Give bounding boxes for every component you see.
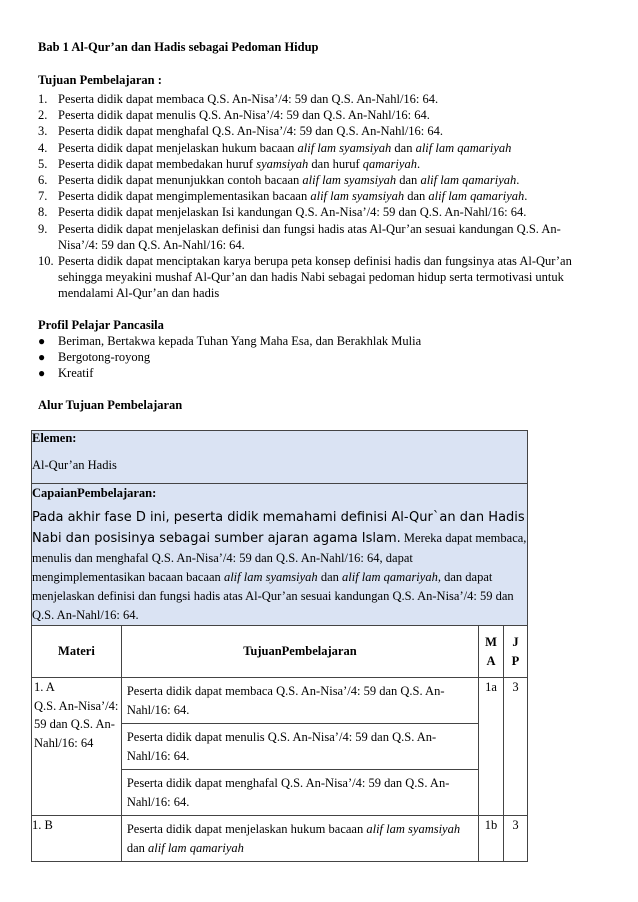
elemen-label: Elemen: xyxy=(32,431,77,445)
chapter-title: Bab 1 Al-Qur’an dan Hadis sebagai Pedoman Hidup xyxy=(38,40,319,54)
text-run: dan xyxy=(317,570,342,584)
text-run: dan huruf xyxy=(308,156,363,171)
text-run: dan xyxy=(391,140,416,155)
profil-heading: Profil Pelajar Pancasila xyxy=(38,318,164,332)
materi-cell: 1. B xyxy=(32,816,122,862)
capaian-text xyxy=(32,507,527,625)
profil-item-label: Beriman, Bertakwa kepada Tuhan Yang Maha Esa, dan Berakhlak Mulia xyxy=(58,334,422,348)
tujuan-entry xyxy=(122,723,478,769)
item-number: 4. xyxy=(38,140,48,155)
text-run: dan xyxy=(396,173,421,188)
bullet-icon: ● xyxy=(38,334,46,348)
capaian-cell xyxy=(32,484,528,626)
profil-list xyxy=(38,333,421,382)
text-run: Peserta didik dapat menjelaskan hukum bacaan xyxy=(126,822,367,836)
header-ma xyxy=(479,626,504,678)
italic-term: alif lam syamsiyah xyxy=(302,173,397,188)
item-number: 3. xyxy=(38,124,48,139)
tujuan-cell xyxy=(121,678,478,816)
header-ma-text: M A xyxy=(485,634,497,668)
bullet-icon: ● xyxy=(38,350,46,365)
text-run: Peserta didik dapat menulis Q.S. An-Nisa’/4: 59 dan Q.S. An-Nahl/16: 64. xyxy=(58,108,430,123)
text-run: Peserta didik dapat membaca Q.S. An-Nisa’/4: 59 dan Q.S. An-Nahl/16: 64. xyxy=(58,92,439,106)
elemen-cell xyxy=(32,431,528,484)
capaian-intro: Pada akhir fase D ini, peserta didik memahami definisi Al-Qur`an dan Hadis Nabi dan posisinya sebagai sumber ajaran agama Islam. xyxy=(32,510,525,546)
text-run: Peserta didik dapat menghafal Q.S. An-Nisa’/4: 59 dan Q.S. An-Nahl/16: 64. xyxy=(58,124,444,139)
tujuan-heading: Tujuan Pembelajaran : xyxy=(38,73,162,87)
profil-item xyxy=(38,365,421,381)
tujuan-list xyxy=(38,91,598,302)
italic-term: alif lam syamsiyah xyxy=(223,570,318,584)
tujuan-item xyxy=(38,140,598,156)
text-run: . xyxy=(416,156,421,171)
text-run: dan dapat menjelaskan definisi dan fungsi hadis atas Al-Qur’an sesuai kandungan Q.S. An-Nisa’/4: 59 dan Q.S. An-Nahl/16: 64. xyxy=(32,570,514,622)
header-tujuan: TujuanPembelajaran xyxy=(121,626,478,678)
elemen-value: Al-Qur’an Hadis xyxy=(32,458,117,472)
italic-term: alif lam qamariyah xyxy=(428,189,525,204)
ma-cell: 1b xyxy=(479,816,504,862)
item-number: 6. xyxy=(38,173,48,188)
tujuan-item xyxy=(38,107,598,123)
alur-table xyxy=(31,430,528,862)
item-number: 5. xyxy=(38,156,48,171)
alur-heading: Alur Tujuan Pembelajaran xyxy=(38,398,183,412)
text-run: dan xyxy=(404,189,429,204)
tujuan-entry xyxy=(122,816,478,861)
materi-cell: 1. A Q.S. An-Nisa’/4: 59 dan Q.S. An-Nahl/16: 64 xyxy=(32,678,122,816)
text-run: Peserta didik dapat menunjukkan contoh bacaan xyxy=(58,173,303,188)
tujuan-item xyxy=(38,123,598,139)
item-number: 7. xyxy=(38,189,48,204)
text-run: Peserta didik dapat mengimplementasikan bacaan xyxy=(58,189,311,204)
italic-term: alif lam syamsiyah xyxy=(310,189,405,204)
text-run: Peserta didik dapat menjelaskan Isi kandungan Q.S. An-Nisa’/4: 59 dan Q.S. An-Nahl/16: 64. xyxy=(58,205,527,220)
text-run: Peserta didik dapat menciptakan karya berupa peta konsep definisi hadis dan fungsinya atas Al-Qur’an sehingga meyakini mushaf Al-Qur’an dan hadis Nabi sebagai pedoman hidup serta termotivasi untuk mendalami Al-Qur’an dan hadis xyxy=(58,254,572,301)
item-number: 8. xyxy=(38,205,48,220)
table-row xyxy=(32,816,528,862)
text-run: dan xyxy=(126,840,149,855)
text-run: Peserta didik dapat menjelaskan hukum bacaan xyxy=(58,140,298,155)
tujuan-item xyxy=(38,91,598,107)
jp-cell: 3 xyxy=(504,678,528,816)
bullet-icon: ● xyxy=(38,366,46,381)
italic-term: alif lam qamariyah, xyxy=(342,570,441,584)
italic-term: alif lam syamsiyah xyxy=(297,140,392,155)
item-number: 2. xyxy=(38,108,48,123)
item-number: 9. xyxy=(38,221,48,236)
italic-term: alif lam syamsiyah xyxy=(366,822,461,836)
item-number: 10. xyxy=(38,254,54,269)
italic-term: syamsiyah xyxy=(256,156,309,171)
header-jp-text: J P xyxy=(511,634,520,668)
header-jp xyxy=(504,626,528,678)
italic-term: alif lam qamariyah xyxy=(415,140,512,155)
tujuan-entry xyxy=(122,678,478,723)
header-materi: Materi xyxy=(32,626,122,678)
tujuan-item xyxy=(38,221,598,253)
tujuan-entry xyxy=(122,769,478,815)
text-run: Peserta didik dapat menjelaskan definisi dan fungsi hadis atas Al-Qur’an sesuai kandungan Q.S. An-Nisa’/4: 59 dan Q.S. An-Nahl/16: 64. xyxy=(58,221,561,252)
tujuan-item xyxy=(38,172,598,188)
profil-item-label: Bergotong-royong xyxy=(58,350,151,365)
profil-item xyxy=(38,333,421,349)
tujuan-item xyxy=(38,156,598,172)
text-run: Peserta didik dapat membedakan huruf xyxy=(58,156,257,171)
tujuan-item xyxy=(38,204,598,220)
text-run: . xyxy=(524,189,528,204)
capaian-label: CapaianPembelajaran: xyxy=(32,486,157,500)
tujuan-item xyxy=(38,188,598,204)
text-run: Peserta didik dapat menulis Q.S. An-Nisa’/4: 59 dan Q.S. An-Nahl/16: 64. xyxy=(126,730,437,763)
profil-item xyxy=(38,349,421,365)
item-number: 1. xyxy=(38,92,48,106)
italic-term: alif lam qamariyah xyxy=(148,840,244,855)
text-run: Mereka dapat membaca, menulis dan menghafal Q.S. An-Nisa’/4: 59 dan Q.S. An-Nahl/16: 64, dapat mengimplementasikan bacaan bacaan xyxy=(32,531,527,584)
table-body xyxy=(32,678,528,862)
text-run: Peserta didik dapat menghafal Q.S. An-Nisa’/4: 59 dan Q.S. An-Nahl/16: 64. xyxy=(126,776,450,809)
profil-item-label: Kreatif xyxy=(58,366,94,381)
tujuan-cell xyxy=(121,816,478,862)
italic-term: qamariyah xyxy=(362,156,417,171)
jp-cell: 3 xyxy=(504,816,528,862)
italic-term: alif lam qamariyah xyxy=(420,173,517,188)
ma-cell: 1a xyxy=(479,678,504,816)
text-run: . xyxy=(516,173,520,188)
table-row xyxy=(32,678,528,816)
text-run: Peserta didik dapat membaca Q.S. An-Nisa’/4: 59 dan Q.S. An-Nahl/16: 64. xyxy=(126,684,445,717)
tujuan-item xyxy=(38,253,598,302)
